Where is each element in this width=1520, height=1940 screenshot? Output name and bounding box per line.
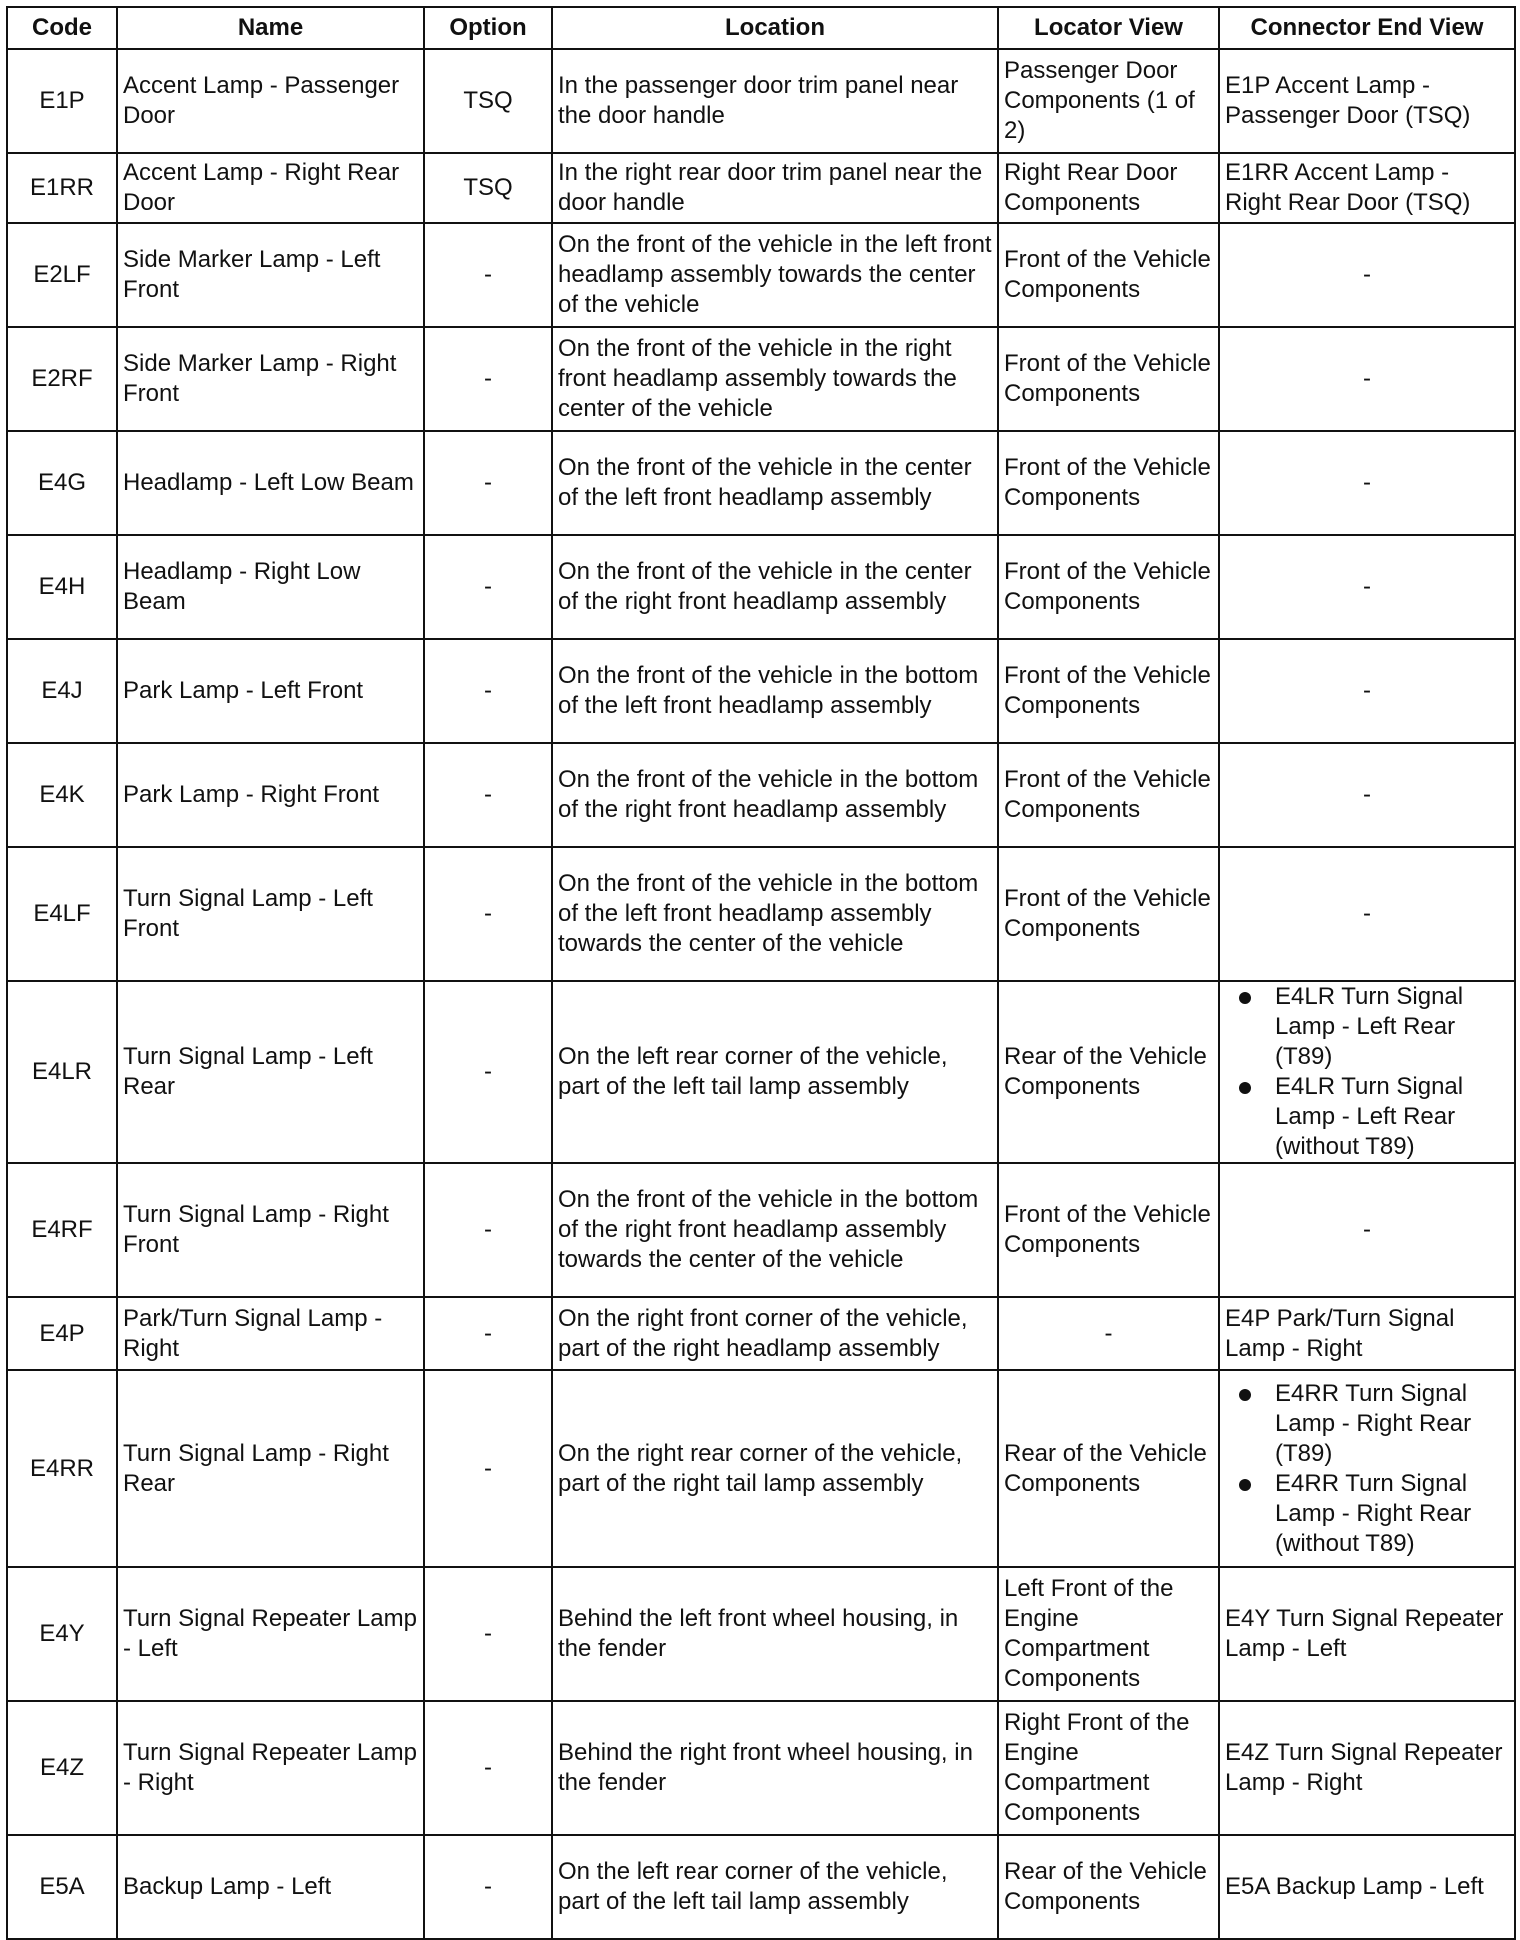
name-cell: Accent Lamp - Passenger Door [117,49,424,153]
name-cell: Accent Lamp - Right Rear Door [117,153,424,223]
option-cell: - [424,743,552,847]
option-cell: - [424,1163,552,1297]
connector-end-view-cell: E5A Backup Lamp - Left [1219,1835,1515,1939]
locator-view-cell: Rear of the Vehicle Components [998,1370,1219,1567]
option-cell: - [424,223,552,327]
table-row [7,639,1515,743]
location-cell: On the front of the vehicle in the bottom of the right front headlamp assembly towards the center of the vehicle [552,1163,998,1297]
code-cell: E1P [7,49,117,153]
location-cell: On the front of the vehicle in the bottom of the left front headlamp assembly [552,639,998,743]
option-cell: - [424,1567,552,1701]
connector-end-view-cell: E1P Accent Lamp - Passenger Door (TSQ) [1219,49,1515,153]
table-row [7,847,1515,981]
option-cell: - [424,639,552,743]
location-cell: On the left rear corner of the vehicle, part of the left tail lamp assembly [552,1835,998,1939]
locator-view-cell: Front of the Vehicle Components [998,639,1219,743]
location-cell: On the right rear corner of the vehicle, part of the right tail lamp assembly [552,1370,998,1567]
code-cell: E4Z [7,1701,117,1835]
locator-view-cell: - [998,1297,1219,1370]
location-cell: Behind the left front wheel housing, in the fender [552,1567,998,1701]
table-row [7,431,1515,535]
table-row [7,1567,1515,1701]
locator-view-cell: Right Rear Door Components [998,153,1219,223]
connector-table [6,6,1516,1940]
name-cell: Headlamp - Left Low Beam [117,431,424,535]
table-body [7,49,1515,1939]
table-row [7,223,1515,327]
name-cell: Turn Signal Repeater Lamp - Left [117,1567,424,1701]
table-row [7,49,1515,153]
table-row [7,1701,1515,1835]
locator-view-cell: Front of the Vehicle Components [998,847,1219,981]
locator-view-cell: Rear of the Vehicle Components [998,1835,1219,1939]
code-cell: E4J [7,639,117,743]
option-cell: - [424,535,552,639]
table-row [7,535,1515,639]
code-cell: E4G [7,431,117,535]
connector-end-view-cell: E4P Park/Turn Signal Lamp - Right [1219,1297,1515,1370]
option-cell: - [424,847,552,981]
table-row [7,153,1515,223]
connector-list-item: E4LR Turn Signal Lamp - Left Rear (T89) [1275,982,1509,1072]
code-cell: E4P [7,1297,117,1370]
connector-end-view-cell: E4Y Turn Signal Repeater Lamp - Left [1219,1567,1515,1701]
connector-end-view-cell: - [1219,847,1515,981]
option-cell: - [424,1297,552,1370]
option-cell: - [424,1835,552,1939]
header-name: Name [117,7,424,49]
name-cell: Turn Signal Lamp - Left Front [117,847,424,981]
code-cell: E2RF [7,327,117,431]
locator-view-cell: Rear of the Vehicle Components [998,981,1219,1163]
option-cell: - [424,1370,552,1567]
table-row [7,1370,1515,1567]
option-cell: - [424,981,552,1163]
locator-view-cell: Front of the Vehicle Components [998,1163,1219,1297]
header-locator-view: Locator View [998,7,1219,49]
code-cell: E4Y [7,1567,117,1701]
code-cell: E4RR [7,1370,117,1567]
name-cell: Park/Turn Signal Lamp - Right [117,1297,424,1370]
connector-list-item: E4LR Turn Signal Lamp - Left Rear (without T89) [1275,1072,1509,1162]
table-row [7,1163,1515,1297]
connector-end-view-cell: - [1219,327,1515,431]
name-cell: Turn Signal Lamp - Right Rear [117,1370,424,1567]
name-cell: Side Marker Lamp - Right Front [117,327,424,431]
table-row [7,327,1515,431]
connector-end-view-cell: - [1219,431,1515,535]
name-cell: Turn Signal Repeater Lamp - Right [117,1701,424,1835]
name-cell: Turn Signal Lamp - Right Front [117,1163,424,1297]
header-location: Location [552,7,998,49]
location-cell: On the front of the vehicle in the right front headlamp assembly towards the center of the vehicle [552,327,998,431]
option-cell: - [424,431,552,535]
header-row [7,7,1515,49]
connector-end-view-cell: E1RR Accent Lamp - Right Rear Door (TSQ) [1219,153,1515,223]
code-cell: E4LF [7,847,117,981]
code-cell: E1RR [7,153,117,223]
name-cell: Backup Lamp - Left [117,1835,424,1939]
connector-list [1225,982,1509,1162]
table-row [7,1297,1515,1370]
option-cell: - [424,327,552,431]
locator-view-cell: Left Front of the Engine Compartment Components [998,1567,1219,1701]
locator-view-cell: Front of the Vehicle Components [998,743,1219,847]
connector-end-view-cell [1219,981,1515,1163]
name-cell: Park Lamp - Left Front [117,639,424,743]
connector-end-view-cell: - [1219,1163,1515,1297]
code-cell: E4LR [7,981,117,1163]
connector-end-view-cell: - [1219,535,1515,639]
connector-list-item: E4RR Turn Signal Lamp - Right Rear (T89) [1275,1379,1509,1469]
connector-end-view-cell: - [1219,639,1515,743]
connector-end-view-cell: - [1219,223,1515,327]
header-option: Option [424,7,552,49]
table-row [7,743,1515,847]
locator-view-cell: Front of the Vehicle Components [998,535,1219,639]
name-cell: Park Lamp - Right Front [117,743,424,847]
location-cell: On the front of the vehicle in the bottom of the left front headlamp assembly towards the center of the vehicle [552,847,998,981]
code-cell: E4RF [7,1163,117,1297]
code-cell: E4K [7,743,117,847]
locator-view-cell: Passenger Door Components (1 of 2) [998,49,1219,153]
connector-end-view-cell: E4Z Turn Signal Repeater Lamp - Right [1219,1701,1515,1835]
locator-view-cell: Front of the Vehicle Components [998,327,1219,431]
location-cell: On the front of the vehicle in the left front headlamp assembly towards the center of the vehicle [552,223,998,327]
table-row [7,1835,1515,1939]
location-cell: In the right rear door trim panel near the door handle [552,153,998,223]
option-cell: TSQ [424,153,552,223]
name-cell: Side Marker Lamp - Left Front [117,223,424,327]
table-row [7,981,1515,1163]
connector-list-item: E4RR Turn Signal Lamp - Right Rear (without T89) [1275,1469,1509,1559]
name-cell: Headlamp - Right Low Beam [117,535,424,639]
connector-list [1225,1379,1509,1559]
header-connector-end-view: Connector End View [1219,7,1515,49]
locator-view-cell: Front of the Vehicle Components [998,223,1219,327]
locator-view-cell: Right Front of the Engine Compartment Components [998,1701,1219,1835]
code-cell: E5A [7,1835,117,1939]
option-cell: - [424,1701,552,1835]
code-cell: E4H [7,535,117,639]
location-cell: On the front of the vehicle in the bottom of the right front headlamp assembly [552,743,998,847]
location-cell: Behind the right front wheel housing, in the fender [552,1701,998,1835]
locator-view-cell: Front of the Vehicle Components [998,431,1219,535]
location-cell: On the right front corner of the vehicle, part of the right headlamp assembly [552,1297,998,1370]
location-cell: On the left rear corner of the vehicle, part of the left tail lamp assembly [552,981,998,1163]
name-cell: Turn Signal Lamp - Left Rear [117,981,424,1163]
header-code: Code [7,7,117,49]
location-cell: In the passenger door trim panel near the door handle [552,49,998,153]
connector-end-view-cell [1219,1370,1515,1567]
connector-end-view-cell: - [1219,743,1515,847]
option-cell: TSQ [424,49,552,153]
code-cell: E2LF [7,223,117,327]
location-cell: On the front of the vehicle in the center of the left front headlamp assembly [552,431,998,535]
location-cell: On the front of the vehicle in the center of the right front headlamp assembly [552,535,998,639]
